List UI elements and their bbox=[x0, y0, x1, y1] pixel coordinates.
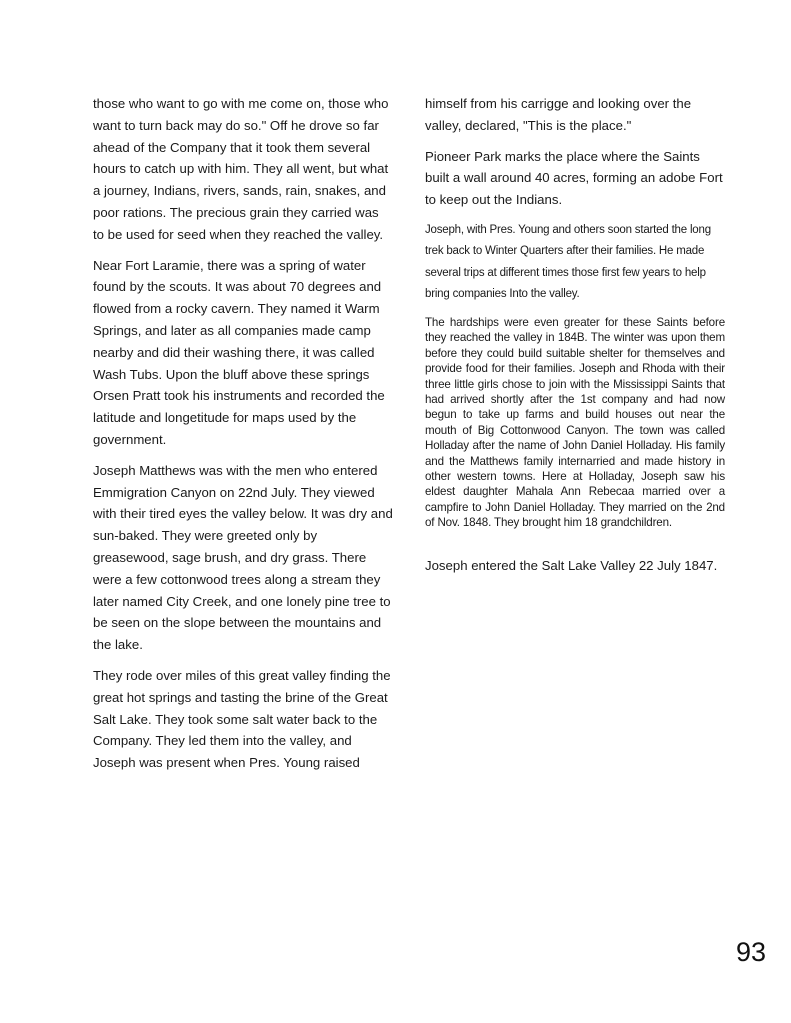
paragraph-right-1: himself from his carrigge and looking over the valley, declared, "This is the place." bbox=[425, 96, 692, 133]
paragraph-right-2: Pioneer Park marks the place where the Saints built a wall around 40 acres, forming an adobe Fort to keep out the Indians. bbox=[425, 148, 723, 208]
paragraph-left-2: Near Fort Laramie, there was a spring of water found by the scouts. It was about 70 degrees and flowed from a rocky cavern. They named it Warm Springs, and later as all companies made camp nearby and did their washing there, it was called Wash Tubs. Upon the bluff above these springs Orsen Pratt took his instruments and recorded the latitude and longetitude for maps used by the government. bbox=[93, 257, 385, 447]
paragraph-right-3: Joseph, with Pres. Young and others soon started the long trek back to Winter Quarters after their families. He made several trips at different times those first few years to help bring companies Into the valley. bbox=[425, 223, 711, 301]
paragraph-right-4: The hardships were even greater for these Saints before they reached the valley in 184B. The winter was upon them before they could build suitable shelter for themselves and provide food for their families. Joseph and Rhoda with their three little girls chose to join with the Mississippi Saints that had arrived shortly after the 1st company and had now begun to take up farms and build houses out near the mouth of Big Cottonwood Canyon. The town was called Holladay after the name of John Daniel Holladay. His family and the Matthews family internarried and made history in other western towns. Here at Holladay, Joseph saw his eldest daughter Mahala Ann Rebecaa married over a campfire to John Daniel Holladay. They married on the 2nd of Nov. 1848. They brought him 18 grandchildren. bbox=[425, 315, 725, 530]
paragraph-left-3: Joseph Matthews was with the men who entered Emmigration Canyon on 22nd July. They viewed with their tired eyes the valley below. It was dry and sun-baked. They were greeted only by greasewood, sage brush, and dry grass. There were a few cottonwood trees along a stream they later named City Creek, and one lonely pine tree to be seen on the slope between the mountains and the lake. bbox=[93, 462, 393, 653]
left-column bbox=[93, 93, 393, 783]
paragraph-left-1: those who want to go with me come on, those who want to turn back may do so." Off he drove so far ahead of the Company that it took them several hours to catch up with him. They all went, but what a journey, Indians, rivers, sands, rain, snakes, and poor rations. The precious grain they carried was to be used for seed when they reached the valley. bbox=[93, 96, 389, 242]
right-column bbox=[425, 93, 725, 585]
page-number: 93 bbox=[735, 937, 766, 967]
paragraph-left-4: They rode over miles of this great valley finding the great hot springs and tasting the brine of the Great Salt Lake. They took some salt water back to the Company. They led them into the valley, and Joseph was present when Pres. Young raised bbox=[93, 667, 391, 771]
paragraph-right-5: Joseph entered the Salt Lake Valley 22 July 1847. bbox=[425, 557, 718, 573]
